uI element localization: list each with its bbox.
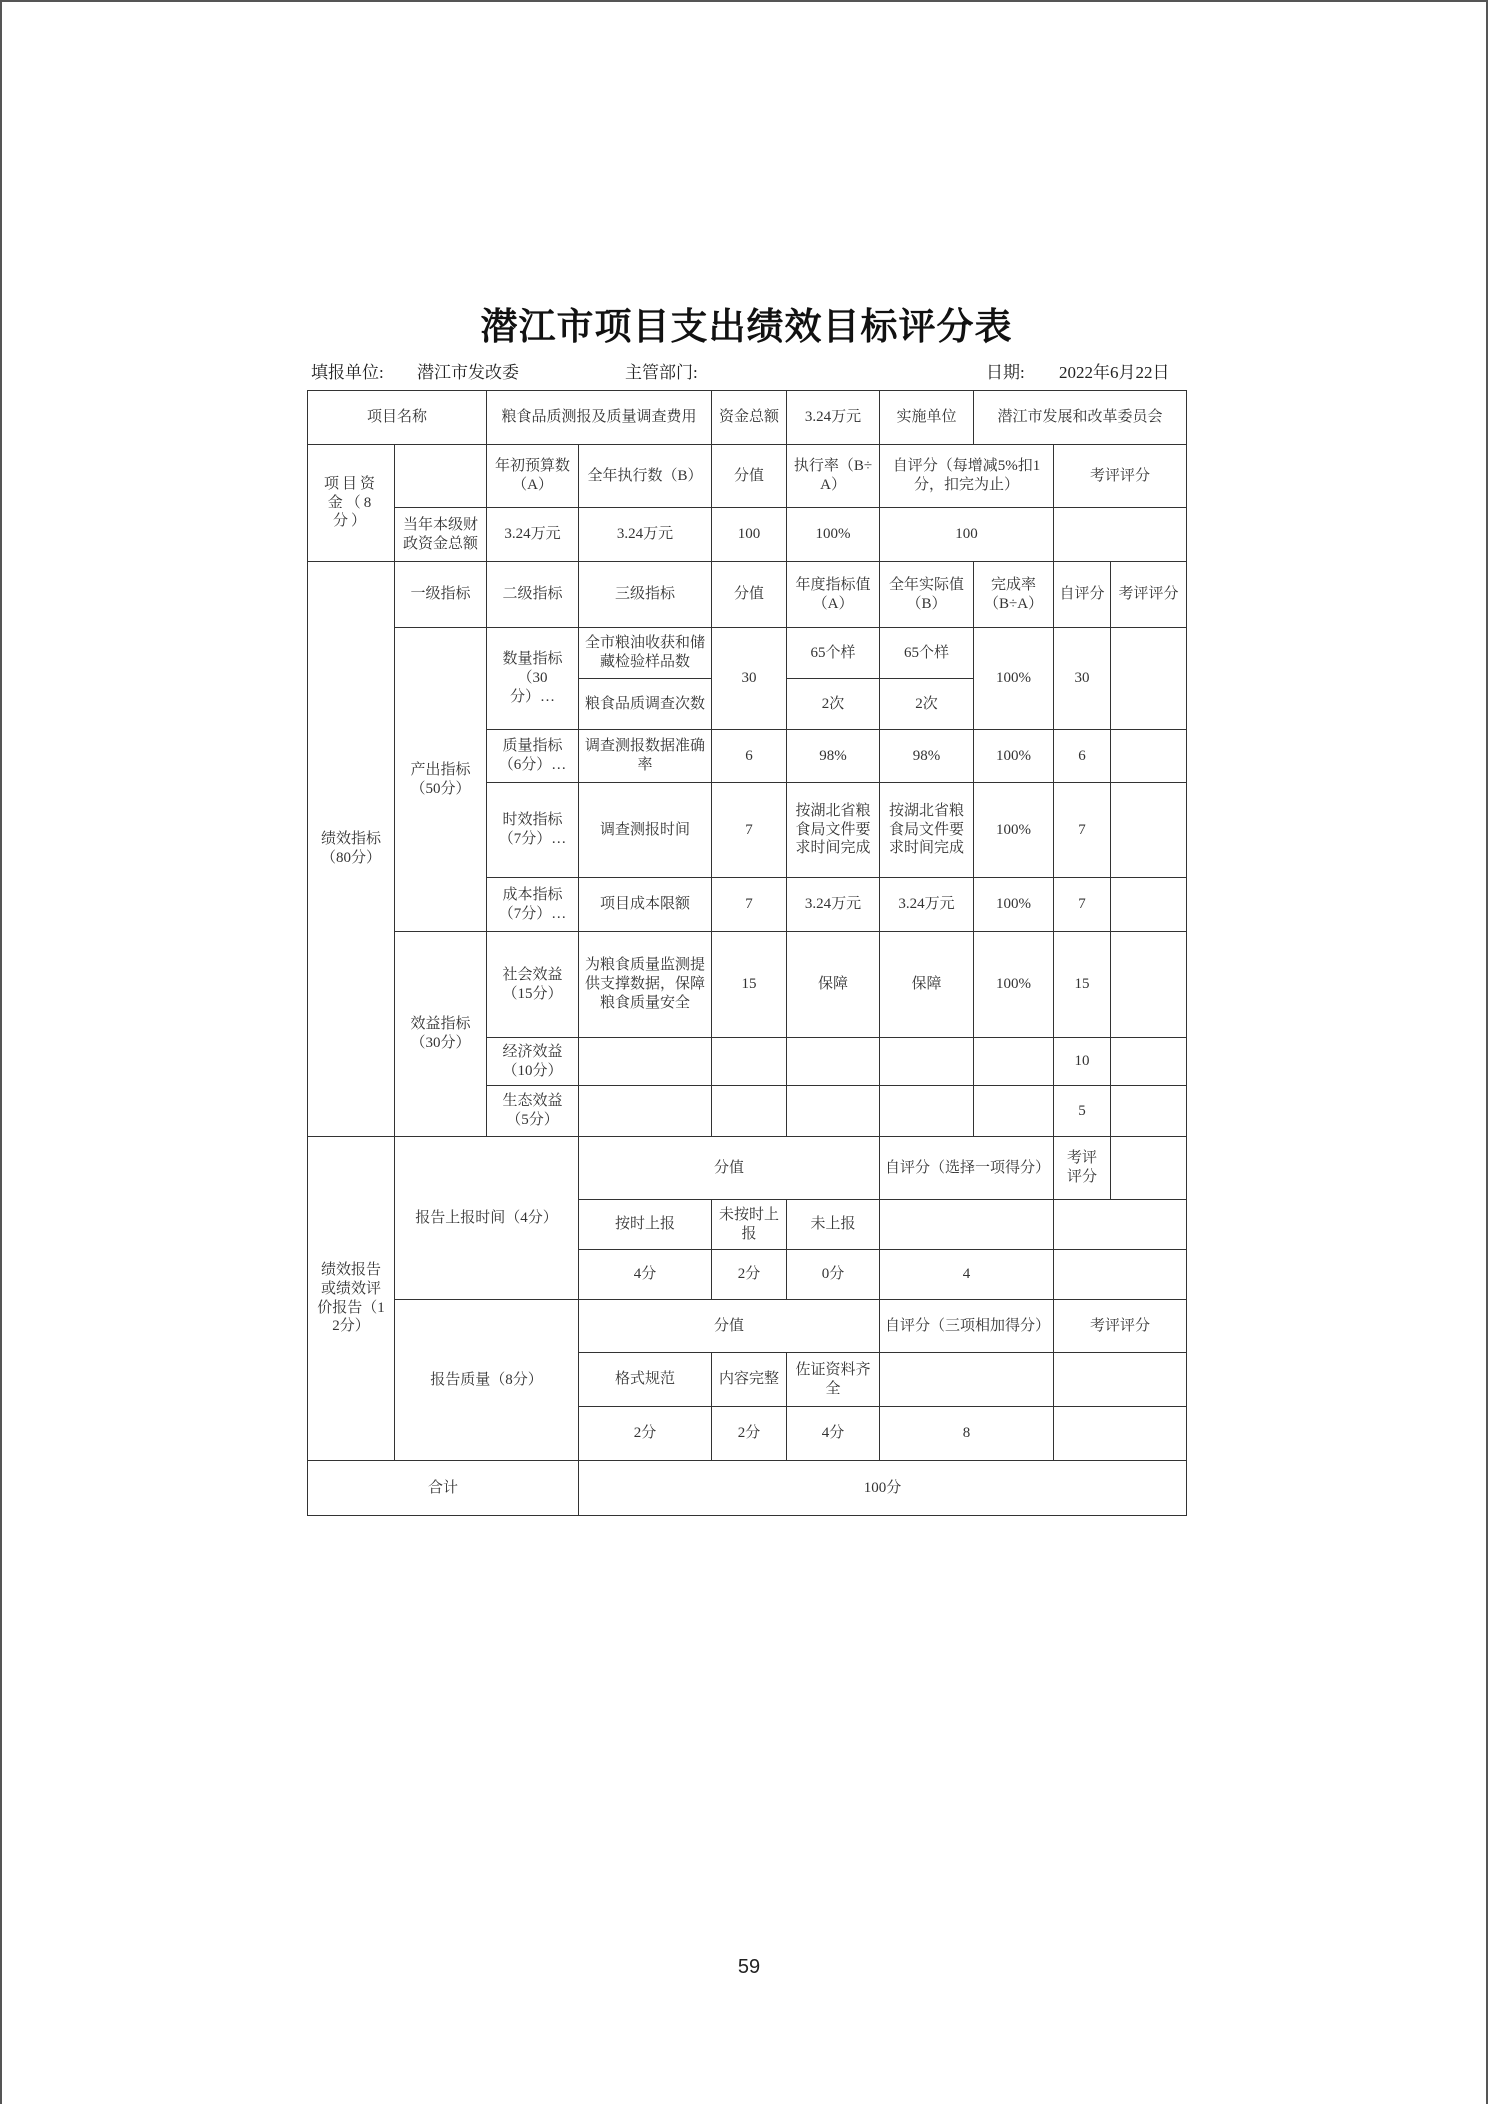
ecological-benefit-target: [787, 1086, 880, 1137]
quantity-row-1: [308, 628, 1187, 679]
funds-score-value: 100: [712, 508, 787, 562]
unit-label: 填报单位:: [311, 363, 384, 382]
funds-review-score-value: [1054, 508, 1187, 562]
quantity-item-target: 65个样: [787, 628, 880, 679]
timeliness-indicator-label: 时效指标（7分）…: [487, 783, 579, 878]
social-benefit-completion: 100%: [974, 932, 1054, 1038]
cost-indicator-label: 成本指标（7分）…: [487, 878, 579, 932]
timeliness-self-score: 7: [1054, 783, 1111, 878]
funds-data-row: [308, 508, 1187, 562]
quality-indicator-label: 质量指标（6分）…: [487, 730, 579, 783]
timeliness-item-name: 调查测报时间: [579, 783, 712, 878]
timeliness-target: 按湖北省粮食局文件要求时间完成: [787, 783, 880, 878]
report-quality-self-score-empty: [880, 1353, 1054, 1407]
indicator-score-header: 分值: [712, 562, 787, 628]
quantity-item-target: 2次: [787, 679, 880, 730]
funds-budget-value: 3.24万元: [487, 508, 579, 562]
funds-empty-cell: [395, 445, 487, 508]
report-quality-review-header: 考评评分: [1054, 1300, 1187, 1353]
indicator-review-score-header: 考评评分: [1111, 562, 1187, 628]
funds-budget-header: 年初预算数（A）: [487, 445, 579, 508]
report-timeliness-review-empty: [1111, 1137, 1187, 1200]
quality-target: 98%: [787, 730, 880, 783]
funds-exec-rate-value: 100%: [787, 508, 880, 562]
level3-header: 三级指标: [579, 562, 712, 628]
cost-target: 3.24万元: [787, 878, 880, 932]
ecological-benefit-completion: [974, 1086, 1054, 1137]
report-timeliness-label: 报告上报时间（4分）: [395, 1137, 579, 1300]
level2-header: 二级指标: [487, 562, 579, 628]
report-timeliness-header-row: [308, 1137, 1187, 1200]
report-timeliness-self-score-header: 自评分（选择一项得分）: [880, 1137, 1054, 1200]
total-label: 合计: [308, 1461, 579, 1516]
ecological-benefit-label: 生态效益（5分）: [487, 1086, 579, 1137]
report-timeliness-review-score: [1054, 1250, 1187, 1300]
level1-header: 一级指标: [395, 562, 487, 628]
report-timeliness-score-header: 分值: [579, 1137, 880, 1200]
score-table: [307, 390, 1187, 1516]
actual-value-header: 全年实际值（B）: [880, 562, 974, 628]
cost-actual: 3.24万元: [880, 878, 974, 932]
cost-review-score: [1111, 878, 1187, 932]
fund-total-label: 资金总额: [712, 391, 787, 445]
social-benefit-review-score: [1111, 932, 1187, 1038]
total-row: [308, 1461, 1187, 1516]
unit-value: 潜江市发改委: [417, 363, 519, 382]
quality-score: 6: [712, 730, 787, 783]
date-value: 2022年6月22日: [1059, 363, 1170, 382]
department-label: 主管部门:: [625, 363, 698, 382]
ecological-benefit-score: [712, 1086, 787, 1137]
quantity-score: 30: [712, 628, 787, 730]
report-section-label: 绩效报告或绩效评价报告（12分）: [308, 1137, 395, 1461]
social-benefit-target: 保障: [787, 932, 880, 1038]
report-criterion: 内容完整: [712, 1353, 787, 1407]
fund-total-value: 3.24万元: [787, 391, 880, 445]
report-option-score: 0分: [787, 1250, 880, 1300]
quantity-completion: 100%: [974, 628, 1054, 730]
report-criterion-score: 2分: [579, 1407, 712, 1461]
funds-section-label: 项目资金（8分）: [308, 445, 395, 562]
total-value: 100分: [579, 1461, 1187, 1516]
report-timeliness-self-score: 4: [880, 1250, 1054, 1300]
timeliness-completion: 100%: [974, 783, 1054, 878]
economic-benefit-review-score: [1111, 1038, 1187, 1086]
output-indicator-label: 产出指标（50分）: [395, 628, 487, 932]
impl-unit-value: 潜江市发展和改革委员会: [974, 391, 1187, 445]
quality-self-score: 6: [1054, 730, 1111, 783]
funds-review-score-header: 考评评分: [1054, 445, 1187, 508]
quality-actual: 98%: [880, 730, 974, 783]
funds-header-row: [308, 445, 1187, 508]
economic-benefit-label: 经济效益（10分）: [487, 1038, 579, 1086]
cost-item-name: 项目成本限额: [579, 878, 712, 932]
report-quality-self-score: 8: [880, 1407, 1054, 1461]
report-criterion: 佐证资料齐全: [787, 1353, 880, 1407]
cost-completion: 100%: [974, 878, 1054, 932]
ecological-benefit-self-score: 5: [1054, 1086, 1111, 1137]
report-option: 未按时上报: [712, 1200, 787, 1250]
quality-item-name: 调查测报数据准确率: [579, 730, 712, 783]
cost-self-score: 7: [1054, 878, 1111, 932]
funds-exec-rate-header: 执行率（B÷A）: [787, 445, 880, 508]
report-quality-label: 报告质量（8分）: [395, 1300, 579, 1461]
report-criterion: 格式规范: [579, 1353, 712, 1407]
economic-benefit-self-score: 10: [1054, 1038, 1111, 1086]
quantity-item-actual: 65个样: [880, 628, 974, 679]
indicators-header-row: [308, 562, 1187, 628]
report-timeliness-review-header: 考评评分: [1054, 1137, 1111, 1200]
social-benefit-self-score: 15: [1054, 932, 1111, 1038]
quantity-item-actual: 2次: [880, 679, 974, 730]
social-benefit-label: 社会效益（15分）: [487, 932, 579, 1038]
project-name-value: 粮食品质测报及质量调查费用: [487, 391, 712, 445]
report-option: 按时上报: [579, 1200, 712, 1250]
economic-benefit-actual: [880, 1038, 974, 1086]
report-timeliness-self-score-empty: [880, 1200, 1054, 1250]
page-number: 59: [737, 1956, 761, 1978]
funds-score-header: 分值: [712, 445, 787, 508]
timeliness-actual: 按湖北省粮食局文件要求时间完成: [880, 783, 974, 878]
benefit-indicator-label: 效益指标（30分）: [395, 932, 487, 1137]
impl-unit-label: 实施单位: [880, 391, 974, 445]
funds-self-score-value: 100: [880, 508, 1054, 562]
report-timeliness-review-score-empty: [1054, 1200, 1187, 1250]
document-title: 潜江市项目支出绩效目标评分表: [480, 307, 1013, 348]
quantity-item-name: 全市粮油收获和储藏检验样品数: [579, 628, 712, 679]
economic-benefit-score: [712, 1038, 787, 1086]
project-name-label: 项目名称: [308, 391, 487, 445]
report-option: 未上报: [787, 1200, 880, 1250]
ecological-benefit-actual: [880, 1086, 974, 1137]
completion-header: 完成率（B÷A）: [974, 562, 1054, 628]
timeliness-review-score: [1111, 783, 1187, 878]
social-benefit-score: 15: [712, 932, 787, 1038]
report-quality-score-header: 分值: [579, 1300, 880, 1353]
cost-score: 7: [712, 878, 787, 932]
funds-executed-header: 全年执行数（B）: [579, 445, 712, 508]
social-benefit-actual: 保障: [880, 932, 974, 1038]
social-benefit-row: [308, 932, 1187, 1038]
funds-row-label: 当年本级财政资金总额: [395, 508, 487, 562]
indicators-section-label: 绩效指标（80分）: [308, 562, 395, 1137]
ecological-benefit-review-score: [1111, 1086, 1187, 1137]
quantity-review-score: [1111, 628, 1187, 730]
quantity-item-name: 粮食品质调查次数: [579, 679, 712, 730]
funds-self-score-header: 自评分（每增减5%扣1分，扣完为止）: [880, 445, 1054, 508]
social-benefit-item-name: 为粮食质量监测提供支撑数据，保障粮食质量安全: [579, 932, 712, 1038]
report-option-score: 2分: [712, 1250, 787, 1300]
timeliness-score: 7: [712, 783, 787, 878]
target-value-header: 年度指标值（A）: [787, 562, 880, 628]
quantity-indicator-label: 数量指标（30分）…: [487, 628, 579, 730]
economic-benefit-item-name: [579, 1038, 712, 1086]
funds-executed-value: 3.24万元: [579, 508, 712, 562]
quality-review-score: [1111, 730, 1187, 783]
date-label: 日期:: [986, 363, 1025, 382]
report-quality-review-score-empty: [1054, 1353, 1187, 1407]
report-quality-header-row: [308, 1300, 1187, 1353]
economic-benefit-target: [787, 1038, 880, 1086]
project-row: [308, 391, 1187, 445]
report-quality-self-score-header: 自评分（三项相加得分）: [880, 1300, 1054, 1353]
ecological-benefit-item-name: [579, 1086, 712, 1137]
quality-completion: 100%: [974, 730, 1054, 783]
economic-benefit-completion: [974, 1038, 1054, 1086]
report-criterion-score: 2分: [712, 1407, 787, 1461]
report-option-score: 4分: [579, 1250, 712, 1300]
report-quality-review-score: [1054, 1407, 1187, 1461]
quantity-self-score: 30: [1054, 628, 1111, 730]
indicator-self-score-header: 自评分: [1054, 562, 1111, 628]
report-criterion-score: 4分: [787, 1407, 880, 1461]
